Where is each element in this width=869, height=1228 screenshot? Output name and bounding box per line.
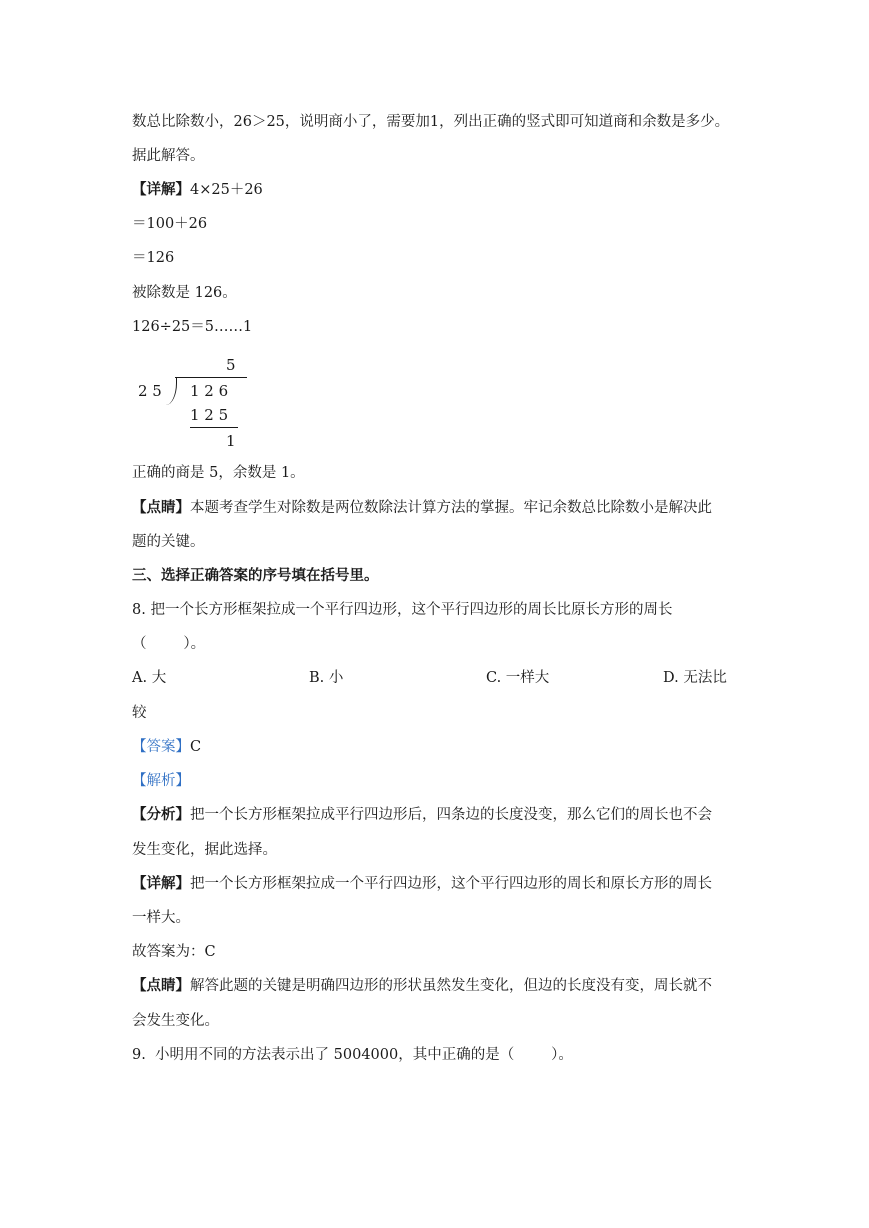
division-remainder: 1 <box>226 432 236 450</box>
tag-analysis: 【解析】 <box>132 773 190 789</box>
division-top-rule <box>175 377 247 378</box>
option-b: B. 小 <box>309 670 344 686</box>
remark-text: 解答此题的关键是明确四边形的形状虽然发生变化，但边的长度没有变，周长就不 <box>190 978 712 994</box>
tag-remark: 【点睛】 <box>132 499 190 516</box>
text-line: 发生变化，据此选择。 <box>132 842 277 858</box>
detail-line <box>132 180 263 200</box>
text-line: 被除数是 126。 <box>132 285 237 301</box>
division-bracket <box>166 377 177 405</box>
detail-line <box>132 874 712 894</box>
final-answer: 故答案为：C <box>132 944 216 960</box>
text-line: 据此解答。 <box>132 148 205 164</box>
remark-line <box>132 498 712 518</box>
tag-detail: 【详解】 <box>132 181 190 198</box>
division-divisor: 2 5 <box>138 382 162 400</box>
detail-text: 把一个长方形框架拉成一个平行四边形，这个平行四边形的周长和原长方形的周长 <box>190 876 712 892</box>
question-8-blank: （ ）。 <box>132 636 206 652</box>
option-d: D. 无法比 <box>663 670 727 686</box>
analysis-text: 把一个长方形框架拉成平行四边形后，四条边的长度没变，那么它们的周长也不会 <box>190 807 712 823</box>
question-8: 8. 把一个长方形框架拉成一个平行四边形，这个平行四边形的周长比原长方形的周长 <box>132 602 673 618</box>
option-c: C. 一样大 <box>486 670 550 686</box>
calc-step: ＝100＋26 <box>132 216 208 232</box>
division-product: 1 2 5 <box>190 406 229 424</box>
text-line: 题的关键。 <box>132 534 205 550</box>
tag-answer: 【答案】 <box>132 739 190 755</box>
division-bottom-rule <box>190 427 238 428</box>
calc-step: ＝126 <box>132 250 175 266</box>
tag-fenxi: 【分析】 <box>132 806 190 823</box>
text-line: 数总比除数小，26＞25，说明商小了，需要加1，列出正确的竖式即可知道商和余数是多少。 <box>132 114 730 130</box>
remark-text: 本题考查学生对除数是两位数除法计算方法的掌握。牢记余数总比除数小是解决此 <box>190 500 712 516</box>
text-line: 一样大。 <box>132 910 190 926</box>
tag-detail: 【详解】 <box>132 875 190 892</box>
analysis-line <box>132 805 712 825</box>
answer-line <box>132 737 201 757</box>
answer-value: C <box>190 739 202 755</box>
option-a: A. 大 <box>132 670 167 686</box>
text-line: 会发生变化。 <box>132 1013 219 1029</box>
division-quotient: 5 <box>226 356 236 374</box>
division-equation: 126÷25＝5……1 <box>132 319 253 335</box>
tag-remark: 【点睛】 <box>132 977 190 994</box>
section-heading: 三、选择正确答案的序号填在括号里。 <box>132 567 379 584</box>
question-9: 9. 小明用不同的方法表示出了 5004000，其中正确的是（ ）。 <box>132 1047 573 1063</box>
division-dividend: 1 2 6 <box>190 382 229 400</box>
text-line: 正确的商是 5，余数是 1。 <box>132 465 305 481</box>
option-d-wrap: 较 <box>132 705 147 721</box>
detail-expression: 4×25＋26 <box>190 182 263 198</box>
remark-line <box>132 976 712 996</box>
